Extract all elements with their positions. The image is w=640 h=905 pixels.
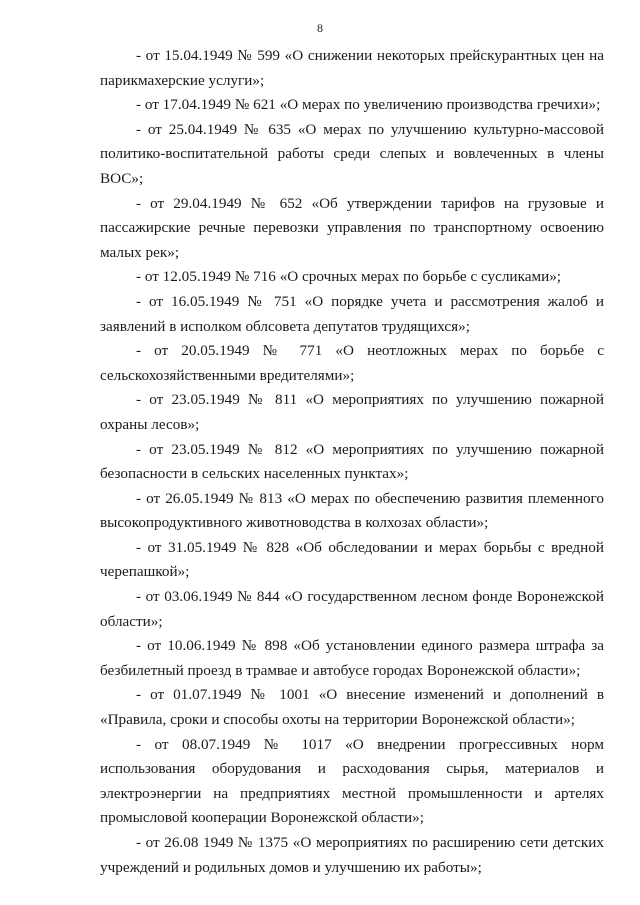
decree-item: - от 15.04.1949 № 599 «О снижении некоторых прейскурантных цен на парикмахерские услуги»; bbox=[100, 47, 604, 89]
decree-item: - от 25.04.1949 № 635 «О мерах по улучшению культурно-массовой политико-воспитательной работы среди слепых и вовлеченных в члены ВОС»; bbox=[100, 120, 604, 187]
decree-item: - от 12.05.1949 № 716 «О срочных мерах по борьбе с сусликами»; bbox=[136, 268, 562, 286]
decree-item: - от 10.06.1949 № 898 «Об установлении единого размера штрафа за безбилетный проезд в трамвае и автобусе городах Воронежской области»; bbox=[100, 637, 604, 679]
decree-item: - от 23.05.1949 № 811 «О мероприятиях по улучшению пожарной охраны лесов»; bbox=[100, 391, 604, 433]
page-number: 8 bbox=[317, 21, 323, 35]
decree-item: - от 23.05.1949 № 812 «О мероприятиях по улучшению пожарной безопасности в сельских населенных пунктах»; bbox=[100, 440, 604, 483]
decree-item: - от 29.04.1949 № 652 «Об утверждении тарифов на грузовые и пассажирские речные перевозки управления по транспортному освоению малых рек»; bbox=[100, 194, 604, 261]
decree-item: - от 01.07.1949 № 1001 «О внесение изменений и дополнений в «Правила, сроки и способы охоты на территории Воронежской области»; bbox=[100, 686, 604, 729]
decree-item: - от 26.08 1949 № 1375 «О мероприятиях по расширению сети детских учреждений и родильных домов и улучшению их работы»; bbox=[100, 834, 604, 876]
decree-list bbox=[100, 44, 604, 880]
decree-item: - от 31.05.1949 № 828 «Об обследовании и мерах борьбы с вредной черепашкой»; bbox=[100, 538, 604, 581]
decree-item: - от 20.05.1949 № 771 «О неотложных мерах по борьбе с сельскохозяйственными вредителями»; bbox=[100, 342, 604, 384]
decree-item: - от 08.07.1949 № 1017 «О внедрении прогрессивных норм использования оборудования и расходования сырья, материалов и электроэнергии на предприятиях местной промышленности и артелях промысловой кооперации Воронежской области»; bbox=[100, 735, 604, 827]
decree-item: - от 03.06.1949 № 844 «О государственном лесном фонде Воронежской области»; bbox=[100, 588, 604, 630]
decree-item: - от 17.04.1949 № 621 «О мерах по увеличению производства гречихи»; bbox=[136, 96, 601, 114]
decree-item: - от 16.05.1949 № 751 «О порядке учета и рассмотрения жалоб и заявлений в исполком облсовета депутатов трудящихся»; bbox=[100, 292, 604, 335]
decree-item: - от 26.05.1949 № 813 «О мерах по обеспечению развития племенного высокопродуктивного животноводства в колхозах области»; bbox=[100, 489, 604, 532]
